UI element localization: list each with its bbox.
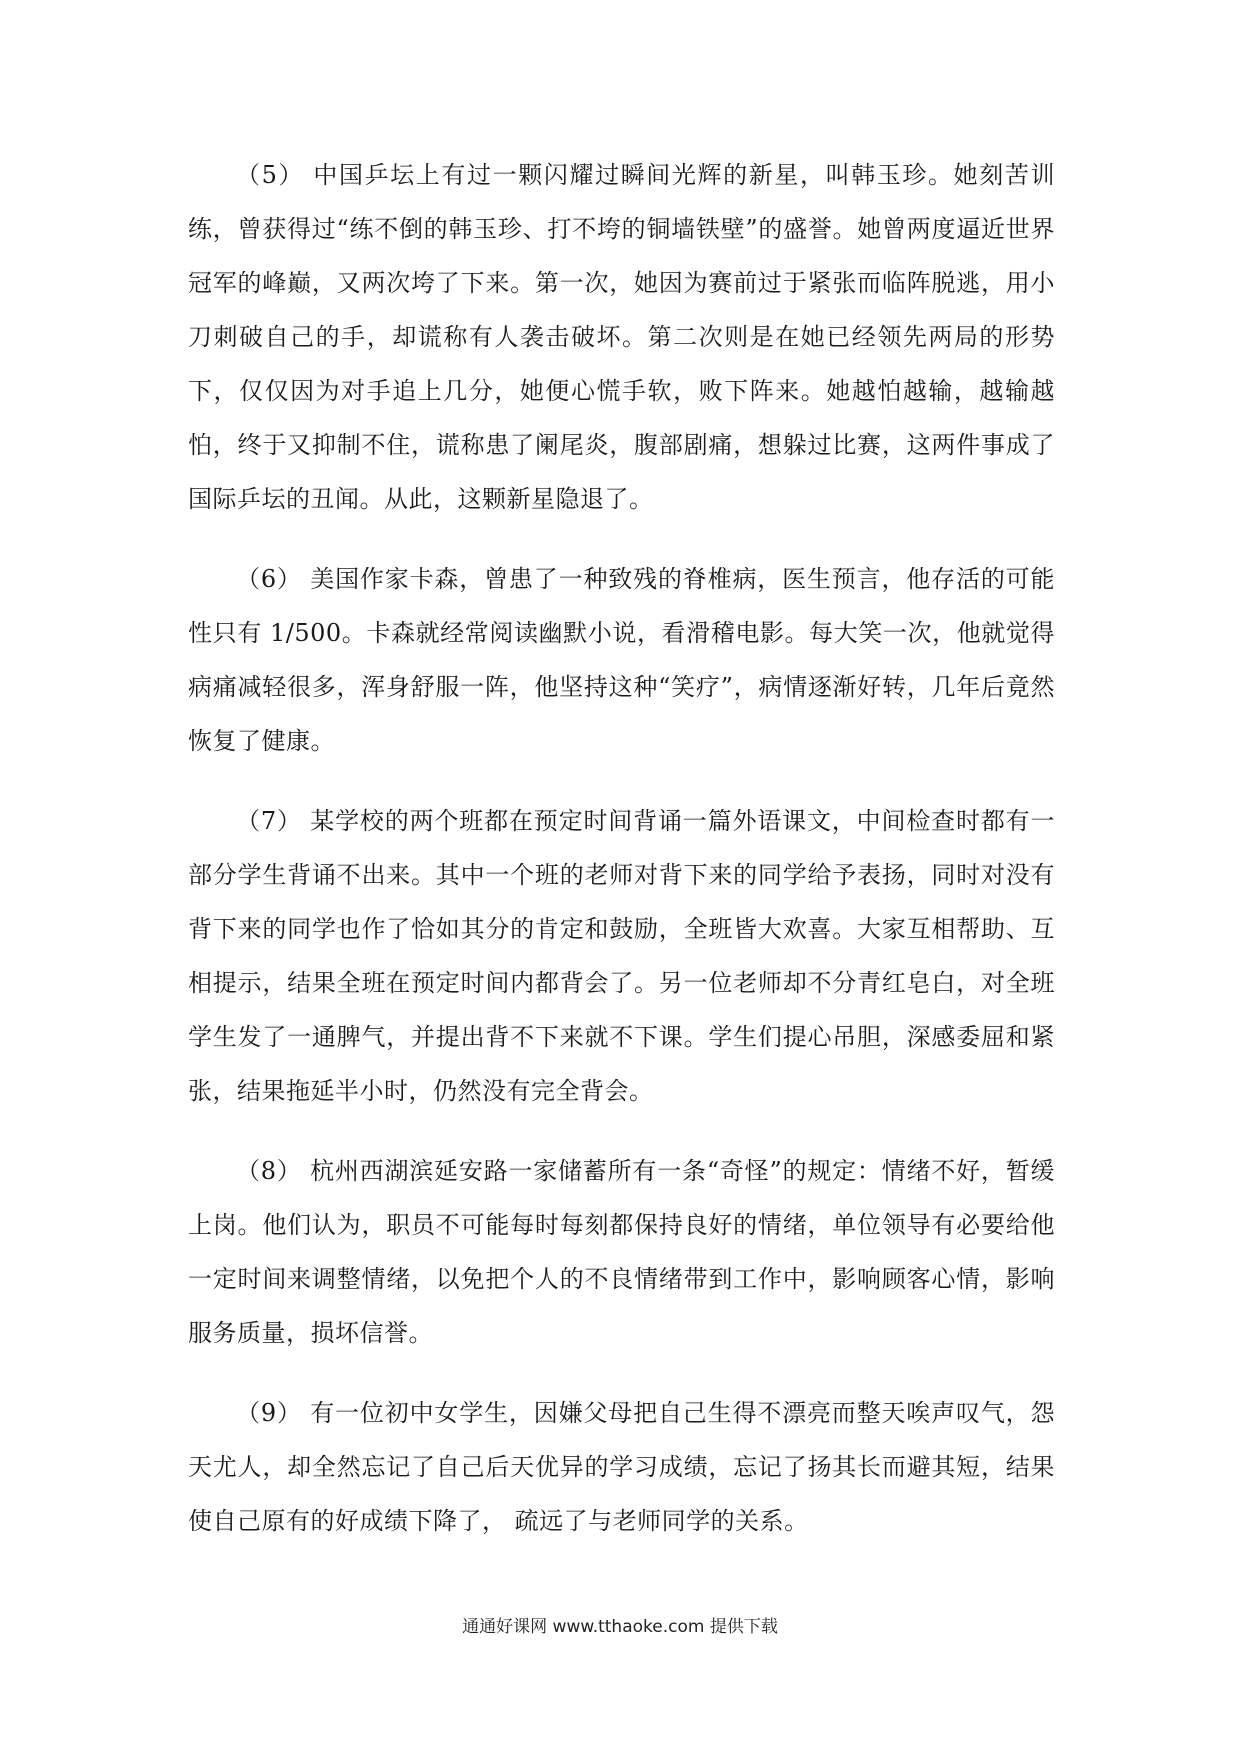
paragraph-7: （7） 某学校的两个班都在预定时间背诵一篇外语课文，中间检查时都有一部分学生背诵不出来。其中一个班的老师对背下来的同学给予表扬，同时对没有背下来的同学也作了恰如其分的肯定和鼓励，全班皆大欢喜。大家互相帮助、互相提示，结果全班在预定时间内都背会了。另一位老师却不分青红皂白，对全班学生发了一通脾气，并提出背不下来就不下课。学生们提心吊胆，深感委屈和紧张，结果拖延半小时，仍然没有完全背会。 xyxy=(188,807,1055,1105)
page-footer: 通通好课网 www.tthaoke.com 提供下载 xyxy=(462,1617,778,1637)
paragraph-5: （5） 中国乒坛上有过一颗闪耀过瞬间光辉的新星，叫韩玉珍。她刻苦训练，曾获得过“练不倒的韩玉珍、打不垮的铜墙铁壁”的盛誉。她曾两度逼近世界冠军的峰巅，又两次垮了下来。第一次，她因为赛前过于紧张而临阵脱逃，用小刀刺破自己的手，却谎称有人袭击破坏。第二次则是在她已经领先两局的形势下，仅仅因为对手追上几分，她便心慌手软，败下阵来。她越怕越输，越输越怕，终于又抑制不住，谎称患了阑尾炎，腹部剧痛，想躲过比赛，这两件事成了国际乒坛的丑闻。从此，这颗新星隐退了。 xyxy=(188,161,1055,513)
paragraph-6: （6） 美国作家卡森，曾患了一种致残的脊椎病，医生预言，他存活的可能性只有 1/500。卡森就经常阅读幽默小说，看滑稽电影。每大笑一次，他就觉得病痛减轻很多，浑身舒服一阵，他坚持这种“笑疗”，病情逐渐好转，几年后竟然恢复了健康。 xyxy=(188,565,1055,755)
document-body xyxy=(188,148,1055,1574)
paragraph-9: （9） 有一位初中女学生，因嫌父母把自己生得不漂亮而整天唉声叹气，怨天尤人，却全然忘记了自己后天优异的学习成绩，忘记了扬其长而避其短，结果使自己原有的好成绩下降了， 疏远了与老师同学的关系。 xyxy=(188,1399,1055,1535)
paragraph-8: （8） 杭州西湖滨延安路一家储蓄所有一条“奇怪”的规定：情绪不好，暂缓上岗。他们认为，职员不可能每时每刻都保持良好的情绪，单位领导有必要给他一定时间来调整情绪，以免把个人的不良情绪带到工作中，影响顾客心情，影响服务质量，损坏信誉。 xyxy=(188,1157,1055,1347)
